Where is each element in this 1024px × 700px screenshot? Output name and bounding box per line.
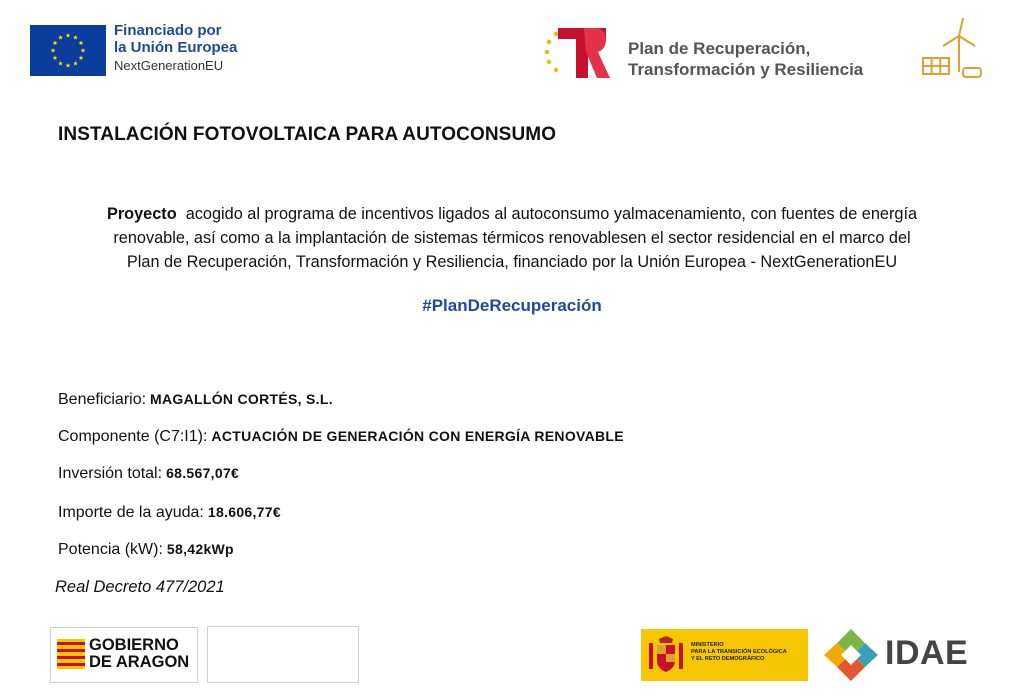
eu-star-icon	[79, 55, 84, 60]
ministry-line-2: PARA LA TRANSICIÓN ECOLÓGICA	[691, 649, 787, 655]
eu-line-2: la Unión Europea	[114, 39, 238, 57]
gobierno-aragon-logo	[50, 627, 198, 683]
eu-star-icon	[58, 61, 63, 66]
page-title: INSTALACIÓN FOTOVOLTAICA PARA AUTOCONSUMO	[58, 124, 557, 145]
beneficiario-value: MAGALLÓN CORTÉS, S.L.	[150, 391, 333, 407]
eu-star-icon	[58, 35, 63, 40]
hashtag: #PlanDeRecuperación	[422, 296, 602, 315]
aragon-flag-icon	[57, 639, 85, 669]
prtr-logo-icon	[544, 22, 612, 82]
wind-solar-icon	[917, 16, 985, 84]
spain-crest-icon	[647, 635, 685, 675]
eu-star-icon	[66, 33, 71, 38]
eu-star-icon	[53, 40, 58, 45]
eu-star-icon	[51, 48, 56, 53]
field-beneficiario	[58, 391, 333, 409]
description-line-1: acogido al programa de incentivos ligados al autoconsumo yalmacenamiento, con fuentes de energía	[185, 205, 918, 223]
inversion-label: Inversión total:	[58, 465, 163, 482]
eu-line-3: NextGenerationEU	[114, 57, 224, 73]
description-line-2: renovable, así como a la implantación de sistemas térmicos renovablesen el sector residencial en el marco del	[113, 229, 911, 247]
componente-value: ACTUACIÓN DE GENERACIÓN CON ENERGÍA RENOVABLE	[211, 428, 624, 444]
beneficiario-label: Beneficiario:	[58, 391, 147, 408]
eu-funding-label	[114, 22, 237, 73]
idae-label: IDAE	[885, 634, 969, 672]
ministry-line-1: MINISTERIO	[691, 642, 724, 648]
ministry-logo	[641, 629, 808, 681]
decree-reference: Real Decreto 477/2021	[55, 578, 225, 596]
idae-logo-icon	[822, 627, 880, 683]
description-lead: Proyecto	[106, 205, 177, 223]
prtr-line-2: Transformación y Resiliencia	[628, 60, 864, 80]
prtr-line-1: Plan de Recuperación,	[628, 39, 811, 58]
eu-star-icon	[73, 35, 78, 40]
eu-star-icon	[81, 48, 86, 53]
eu-star-icon	[53, 55, 58, 60]
prtr-label	[628, 38, 863, 81]
field-importe	[58, 504, 281, 522]
project-description	[40, 202, 984, 274]
ministry-label	[691, 642, 787, 663]
aragon-line-2: DE ARAGON	[89, 653, 190, 671]
field-componente	[58, 428, 624, 446]
description-line-3: Plan de Recuperación, Transformación y Resiliencia, financiado por la Unión Europea - NextGenerationEU	[126, 253, 898, 271]
componente-label: Componente (C7:I1):	[58, 428, 208, 445]
aragon-line-1: GOBIERNO	[89, 636, 179, 654]
potencia-value: 58,42kWp	[166, 541, 234, 557]
field-potencia	[58, 541, 234, 559]
eu-line-1: Financiado por	[114, 22, 222, 39]
eu-star-icon	[73, 61, 78, 66]
importe-value: 18.606,77€	[207, 504, 281, 520]
eu-flag-icon	[30, 25, 106, 76]
importe-label: Importe de la ayuda:	[58, 504, 204, 521]
potencia-label: Potencia (kW):	[58, 541, 163, 558]
inversion-value: 68.567,07€	[166, 465, 240, 481]
ministry-line-3: Y EL RETO DEMOGRÁFICO	[691, 656, 765, 662]
eu-star-icon	[79, 40, 84, 45]
field-inversion	[58, 465, 239, 483]
aragon-label	[89, 637, 189, 671]
eu-star-icon	[66, 63, 71, 68]
empty-logo-box	[207, 626, 359, 683]
